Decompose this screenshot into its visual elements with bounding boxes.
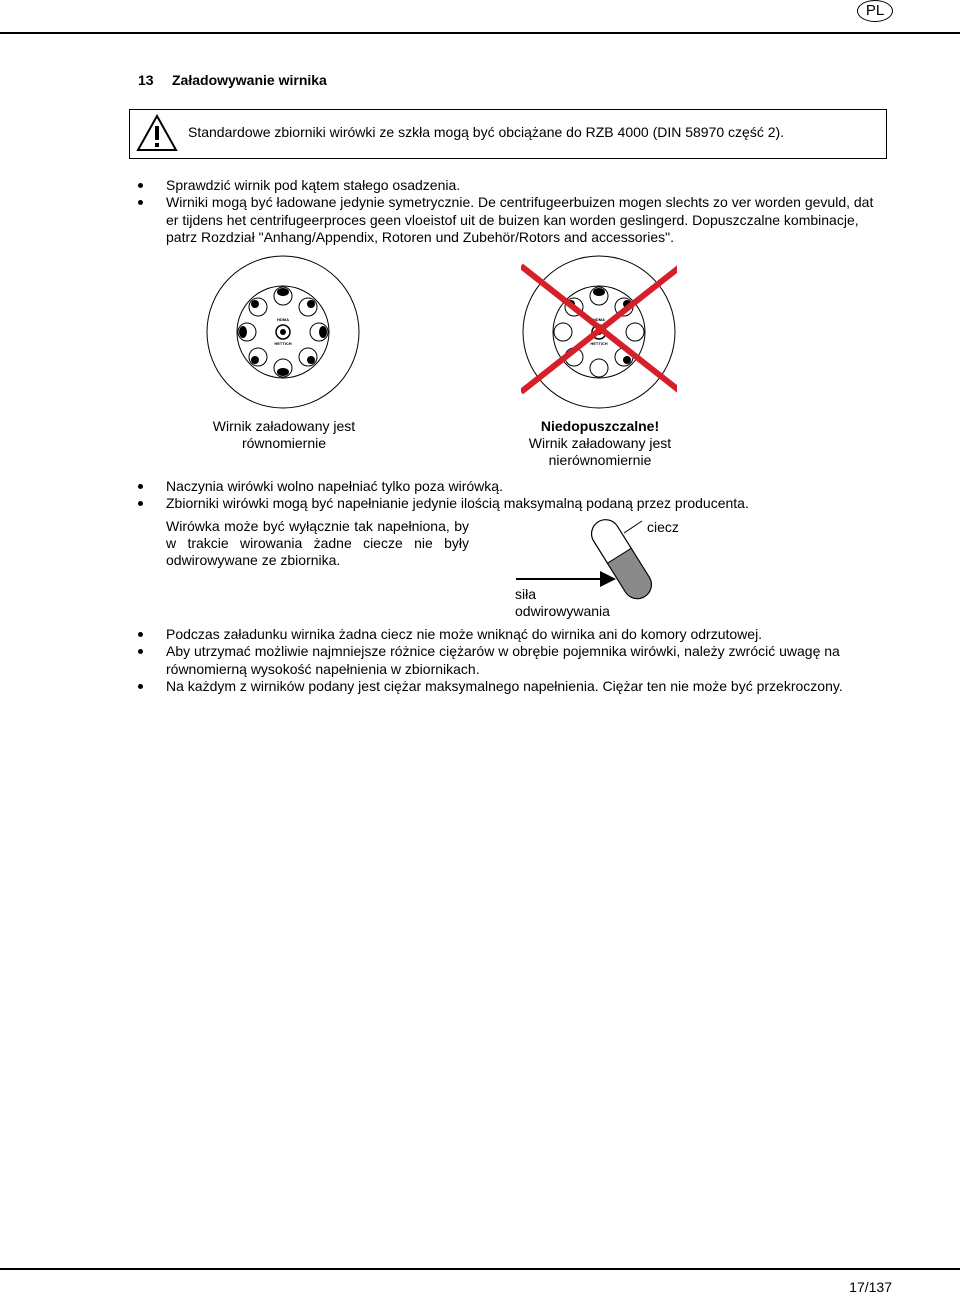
rotor-balanced-figure xyxy=(205,254,361,410)
list-item: Sprawdzić wirnik pod kątem stałego osadzenia. xyxy=(138,177,883,194)
rotor-unbalanced-figure xyxy=(521,254,677,410)
footer-rule xyxy=(0,1268,960,1270)
fill-note-text: Wirówka może być wyłącznie tak napełniona, by w trakcie wirowania żadne ciecze nie były odwirowywane ze zbiornika. xyxy=(166,518,469,568)
section-number: 13 xyxy=(138,72,154,88)
force-label: siła odwirowywania xyxy=(515,586,610,619)
list-item: Aby utrzymać możliwie najmniejsze różnice ciężarów w obrębie pojemnika wirówki, należy zwrócić uwagę na równomierną wysokość napełnienia w zbiornikach. xyxy=(138,643,883,678)
section-heading xyxy=(138,72,327,88)
list-item: Wirniki mogą być ładowane jedynie symetrycznie. De centrifugeerbuizen mogen slechts zo ver worden gevuld, dat er tijdens het centrifugeerproces geen vloeistof uit de buizen kan worden geslingerd. Dopuszczalne kombinacje, patrz Rozdział "Anhang/Appendix, Rotoren und Zubehör/Rotors and accessories". xyxy=(138,194,883,246)
list-item: Podczas załadunku wirnika żadna ciecz nie może wniknąć do wirnika ani do komory odrzutowej. xyxy=(138,626,883,643)
warning-box xyxy=(129,109,887,159)
bullet-list-bottom xyxy=(138,626,883,695)
rotor-brand-label: HETTICH xyxy=(590,341,608,346)
rotor-brand-label: HETTICH xyxy=(274,341,292,346)
caption-balanced: Wirnik załadowany jest równomiernie xyxy=(212,418,356,451)
rotor-model-label: HDMA xyxy=(593,317,605,322)
section-title: Załadowywanie wirnika xyxy=(172,72,327,88)
header-rule xyxy=(0,32,960,34)
bullet-list-mid xyxy=(138,478,883,513)
list-item: Naczynia wirówki wolno napełniać tylko poza wirówką. xyxy=(138,478,883,495)
bullet-list-top xyxy=(138,177,883,246)
exclamation-warning-icon xyxy=(136,114,178,152)
page-number: 17/137 xyxy=(849,1279,892,1295)
language-badge: PL xyxy=(857,0,893,22)
list-item: Na każdym z wirników podany jest ciężar maksymalnego napełnienia. Ciężar ten nie może być przekroczony. xyxy=(138,678,883,695)
caption-unbalanced: Niedopuszczalne! Wirnik załadowany jest nierównomiernie xyxy=(528,418,672,468)
list-item: Zbiorniki wirówki mogą być napełnianie jedynie ilością maksymalną podaną przez producenta. xyxy=(138,495,883,512)
warning-text: Standardowe zbiorniki wirówki ze szkła mogą być obciążane do RZB 4000 (DIN 58970 część 2). xyxy=(188,124,785,140)
liquid-label: ciecz xyxy=(647,519,679,535)
rotor-model-label: HDMA xyxy=(277,317,289,322)
